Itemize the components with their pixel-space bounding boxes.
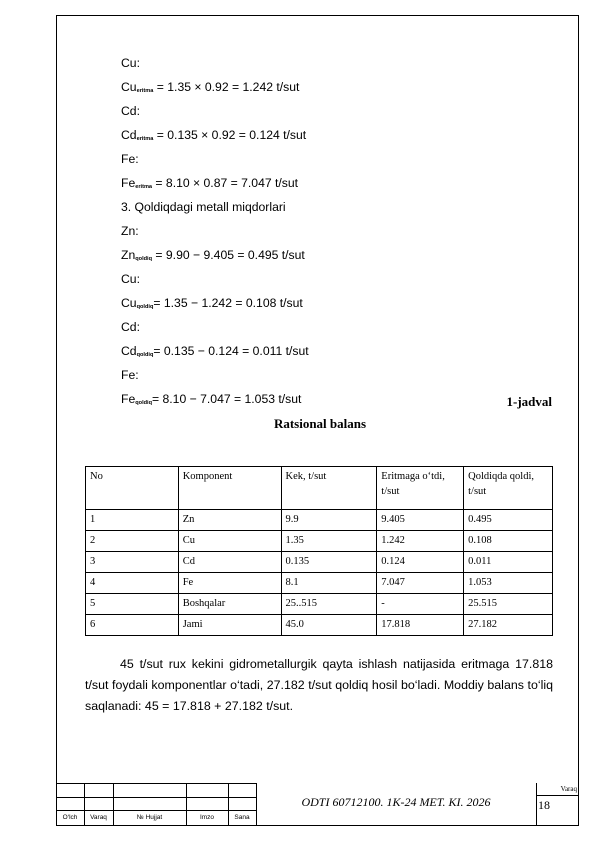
calc-line — [121, 80, 299, 98]
table-cell: 45.0 — [281, 615, 377, 636]
header-no: No — [86, 467, 179, 510]
header-residue: Qoldiqda qoldi, t/sut — [464, 467, 553, 510]
table-cell: 6 — [86, 615, 179, 636]
calc-line-symbol: Zn: — [121, 224, 139, 238]
calc-line — [121, 224, 139, 238]
calc-line-symbol: Fe — [121, 392, 136, 406]
calc-line-subscript: qoldiq — [136, 352, 154, 358]
calc-line-expression: = 1.35 × 0.92 = 1.242 t/sut — [153, 80, 300, 94]
table-cell: Cd — [178, 552, 281, 573]
table-row — [86, 552, 553, 573]
calc-line-expression: = 1.35 − 1.242 = 0.108 t/sut — [153, 296, 303, 310]
summary-text: 45 t/sut rux kekini gidrometallurgik qayta ishlash natijasida eritmaga 17.818 t/sut foydali komponentlar o‘tadi, 27.182 t/sut qoldiq hosil bo‘ladi. Moddiy balans to‘liq saqlanadi: 45 = 17.818 + 27.182 t/sut. — [85, 657, 553, 713]
table-cell: 1 — [86, 510, 179, 531]
calc-line-symbol: Cd: — [121, 104, 140, 118]
stamp-label-document: № Hujjat — [136, 814, 163, 821]
sheet-label: Varaq — [560, 785, 577, 793]
table-cell: 0.108 — [464, 531, 553, 552]
sheet-number: 18 — [538, 798, 550, 812]
calc-line-expression: = 9.90 − 9.405 = 0.495 t/sut — [152, 248, 305, 262]
calc-line — [121, 152, 139, 166]
table-cell: 0.135 — [281, 552, 377, 573]
title-block-stamp — [56, 783, 579, 826]
calc-line — [121, 368, 139, 382]
table-row — [86, 615, 553, 636]
table-header-row — [86, 467, 553, 510]
header-component: Komponent — [178, 467, 281, 510]
calc-line-symbol: 3. Qoldiqdagi metall miqdorlari — [121, 200, 286, 214]
stamp-label-date: Sana — [234, 814, 250, 821]
table-cell: 3 — [86, 552, 179, 573]
table-cell: 9.9 — [281, 510, 377, 531]
table-cell: 25..515 — [281, 594, 377, 615]
calc-line-symbol: Cd — [121, 344, 137, 358]
table-cell: 9.405 — [377, 510, 464, 531]
table-cell: 0.495 — [464, 510, 553, 531]
table-cell: 7.047 — [377, 573, 464, 594]
stamp-label-measure: O‘lch — [62, 814, 78, 821]
calc-line-symbol: Fe — [121, 176, 136, 190]
calc-line — [121, 200, 286, 214]
summary-paragraph — [85, 654, 553, 717]
calc-line-symbol: Cu: — [121, 56, 140, 70]
table-cell: Fe — [178, 573, 281, 594]
calc-line-expression: = 0.135 × 0.92 = 0.124 t/sut — [153, 128, 307, 142]
calc-line-symbol: Fe: — [121, 368, 139, 382]
table-row — [86, 531, 553, 552]
calc-line-symbol: Cu — [121, 80, 137, 94]
calc-line-symbol: Zn — [121, 248, 136, 262]
calc-line — [121, 320, 140, 334]
table-cell: 1.053 — [464, 573, 553, 594]
calc-line-symbol: Cu: — [121, 272, 140, 286]
calc-line — [121, 392, 301, 410]
table-number: 1-jadval — [506, 394, 552, 409]
table-cell: 0.124 — [377, 552, 464, 573]
calc-line — [121, 56, 140, 70]
table-row — [86, 510, 553, 531]
table-row — [86, 594, 553, 615]
table-cell: 0.011 — [464, 552, 553, 573]
table-cell: 2 — [86, 531, 179, 552]
calc-line-expression: = 8.10 − 7.047 = 1.053 t/sut — [152, 392, 302, 406]
calc-line-symbol: Fe: — [121, 152, 139, 166]
calc-line-subscript: eritma — [135, 184, 153, 190]
table-cell: 5 — [86, 594, 179, 615]
calc-line — [121, 248, 305, 266]
calc-line-symbol: Cu — [121, 296, 137, 310]
table-cell: 27.182 — [464, 615, 553, 636]
table-title: Ratsional balans — [273, 416, 367, 431]
header-solution: Eritmaga o‘tdi, t/sut — [377, 467, 464, 510]
calc-line — [121, 128, 306, 146]
table-cell: 1.242 — [377, 531, 464, 552]
table-row — [86, 573, 553, 594]
table-cell: Boshqalar — [178, 594, 281, 615]
table-cell: - — [377, 594, 464, 615]
calc-line-subscript: eritma — [136, 136, 154, 142]
calc-line — [121, 296, 303, 314]
header-cake: Kek, t/sut — [281, 467, 377, 510]
table-cell: Cu — [178, 531, 281, 552]
stamp-label-signature: Imzo — [199, 814, 215, 821]
calc-line-subscript: qoldiq — [135, 400, 153, 406]
table-cell: 1.35 — [281, 531, 377, 552]
calc-line — [121, 176, 298, 194]
calc-line-symbol: Cd — [121, 128, 137, 142]
table-cell: 8.1 — [281, 573, 377, 594]
calc-line-subscript: eritma — [136, 88, 154, 94]
calc-line — [121, 272, 140, 286]
table-cell: 17.818 — [377, 615, 464, 636]
calc-line-subscript: qoldiq — [136, 304, 154, 310]
calc-line-subscript: qoldiq — [135, 256, 153, 262]
table-cell: 4 — [86, 573, 179, 594]
table-cell: Jami — [178, 615, 281, 636]
calc-line-expression: = 8.10 × 0.87 = 7.047 t/sut — [152, 176, 299, 190]
balance-table — [85, 466, 553, 636]
table-cell: 25.515 — [464, 594, 553, 615]
calc-line-expression: = 0.135 − 0.124 = 0.011 t/sut — [153, 344, 309, 358]
table-cell: Zn — [178, 510, 281, 531]
document-code: ODTI 60712100. 1K-24 MET. KI. 2026 — [301, 795, 491, 809]
calc-line — [121, 344, 309, 362]
calc-line — [121, 104, 140, 118]
calc-line-symbol: Cd: — [121, 320, 140, 334]
stamp-label-sheet: Varaq — [90, 814, 107, 821]
